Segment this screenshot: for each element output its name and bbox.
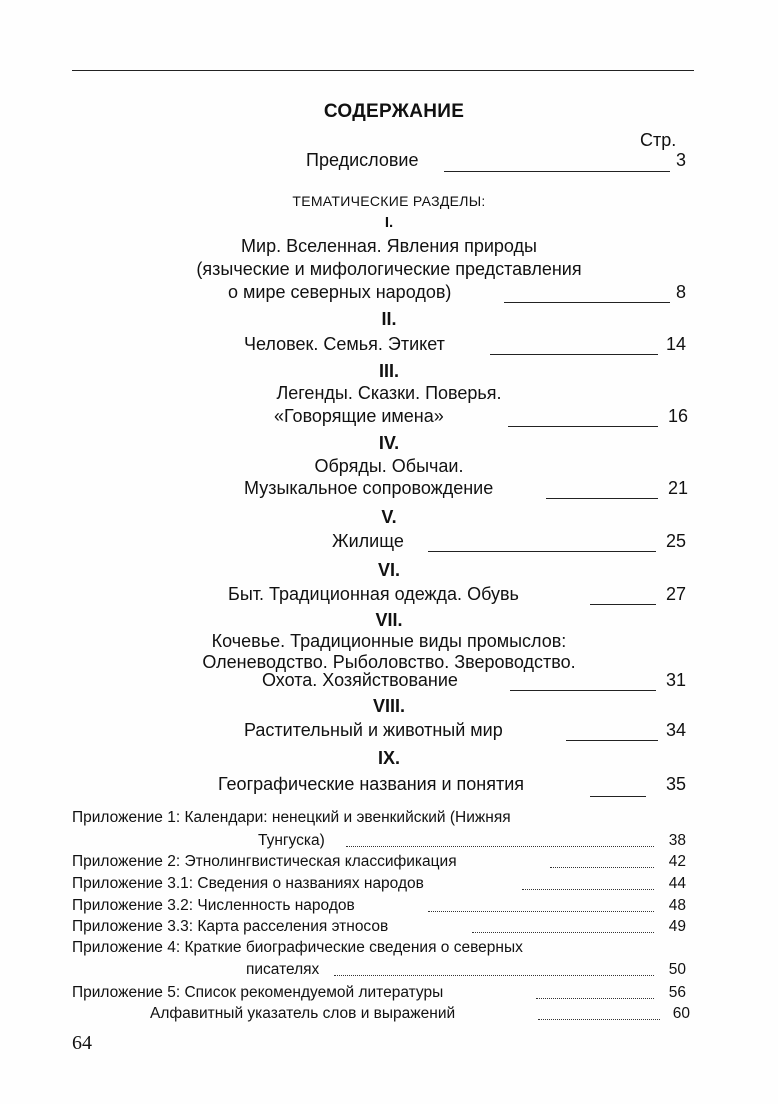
section-page[interactable]: 21: [667, 478, 688, 498]
section-numeral: II.: [381, 309, 397, 329]
leader-dots: [522, 889, 654, 890]
section-page[interactable]: 35: [665, 774, 686, 794]
section-line: (языческие и мифологические представления: [196, 259, 582, 279]
section-line: Оленеводство. Рыболовство. Звероводство.: [202, 652, 576, 672]
leader-dots: [472, 932, 654, 933]
section-line: Географические названия и понятия: [218, 774, 525, 794]
preface-label: Предисловие: [306, 150, 419, 170]
appendix-line: Приложение 1: Календари: ненецкий и эвенкийский (Нижняя: [72, 809, 511, 826]
leader-dots: [346, 846, 654, 847]
section-numeral: IX.: [377, 748, 400, 768]
section-numeral: VI.: [377, 560, 400, 580]
section-line: о мире северных народов): [228, 282, 452, 302]
leader-line: [490, 354, 658, 355]
section-page[interactable]: 14: [665, 334, 686, 354]
preface-page[interactable]: 3: [675, 150, 686, 170]
section-line: Мир. Вселенная. Явления природы: [241, 236, 537, 256]
section-numeral: IV.: [378, 433, 400, 453]
appendix-line: Тунгуска): [258, 832, 325, 849]
section-line: Обряды. Обычаи.: [314, 456, 464, 476]
sections-header: ТЕМАТИЧЕСКИЕ РАЗДЕЛЫ:: [292, 193, 486, 209]
page-column-header: Стр.: [640, 130, 677, 150]
section-numeral: VIII.: [372, 696, 405, 716]
section-page[interactable]: 16: [667, 406, 688, 426]
appendix-line: Приложение 2: Этнолингвистическая классификация: [72, 853, 457, 870]
section-page[interactable]: 31: [665, 670, 686, 690]
appendix-line: Приложение 4: Краткие биографические сведения о северных: [72, 939, 523, 956]
leader-line: [508, 426, 658, 427]
section-line: Человек. Семья. Этикет: [244, 334, 445, 354]
section-page[interactable]: 34: [665, 720, 686, 740]
leader-line: [444, 171, 670, 172]
section-line: «Говорящие имена»: [274, 406, 444, 426]
top-rule: [72, 70, 694, 71]
section-line: Быт. Традиционная одежда. Обувь: [228, 584, 519, 604]
section-line: Кочевье. Традиционные виды промыслов:: [211, 631, 567, 651]
appendix-line: Приложение 3.1: Сведения о названиях народов: [72, 875, 424, 892]
section-line: Жилище: [332, 531, 404, 551]
section-numeral: VII.: [375, 610, 403, 630]
leader-line: [566, 740, 658, 741]
appendix-page[interactable]: 49: [668, 918, 686, 935]
appendix-page[interactable]: 60: [672, 1005, 690, 1022]
leader-dots: [538, 1019, 660, 1020]
section-page[interactable]: 8: [675, 282, 686, 302]
appendix-page[interactable]: 50: [668, 961, 686, 978]
page-title: СОДЕРЖАНИЕ: [323, 101, 465, 122]
leader-dots: [550, 867, 654, 868]
appendix-line: Алфавитный указатель слов и выражений: [150, 1005, 456, 1022]
section-page[interactable]: 25: [665, 531, 686, 551]
appendix-line: Приложение 5: Список рекомендуемой литературы: [72, 984, 444, 1001]
appendix-page[interactable]: 56: [668, 984, 686, 1001]
leader-line: [590, 796, 646, 797]
leader-line: [546, 498, 658, 499]
appendix-line: Приложение 3.2: Численность народов: [72, 897, 355, 914]
appendix-page[interactable]: 42: [668, 853, 686, 870]
appendix-line: писателях: [246, 961, 320, 978]
appendix-page[interactable]: 44: [668, 875, 686, 892]
section-numeral: III.: [378, 361, 399, 381]
appendix-page[interactable]: 38: [668, 832, 686, 849]
appendix-line: Приложение 3.3: Карта расселения этносов: [72, 918, 389, 935]
page-number: 64: [72, 1032, 92, 1054]
section-page[interactable]: 27: [665, 584, 686, 604]
leader-line: [510, 690, 656, 691]
section-line: Охота. Хозяйствование: [262, 670, 458, 690]
section-numeral: I.: [384, 214, 394, 231]
section-numeral: V.: [381, 507, 397, 527]
leader-dots: [536, 998, 654, 999]
section-line: Растительный и животный мир: [244, 720, 503, 740]
leader-dots: [334, 975, 654, 976]
section-line: Легенды. Сказки. Поверья.: [276, 383, 502, 403]
leader-dots: [428, 911, 654, 912]
section-line: Музыкальное сопровождение: [244, 478, 494, 498]
leader-line: [428, 551, 656, 552]
appendix-page[interactable]: 48: [668, 897, 686, 914]
